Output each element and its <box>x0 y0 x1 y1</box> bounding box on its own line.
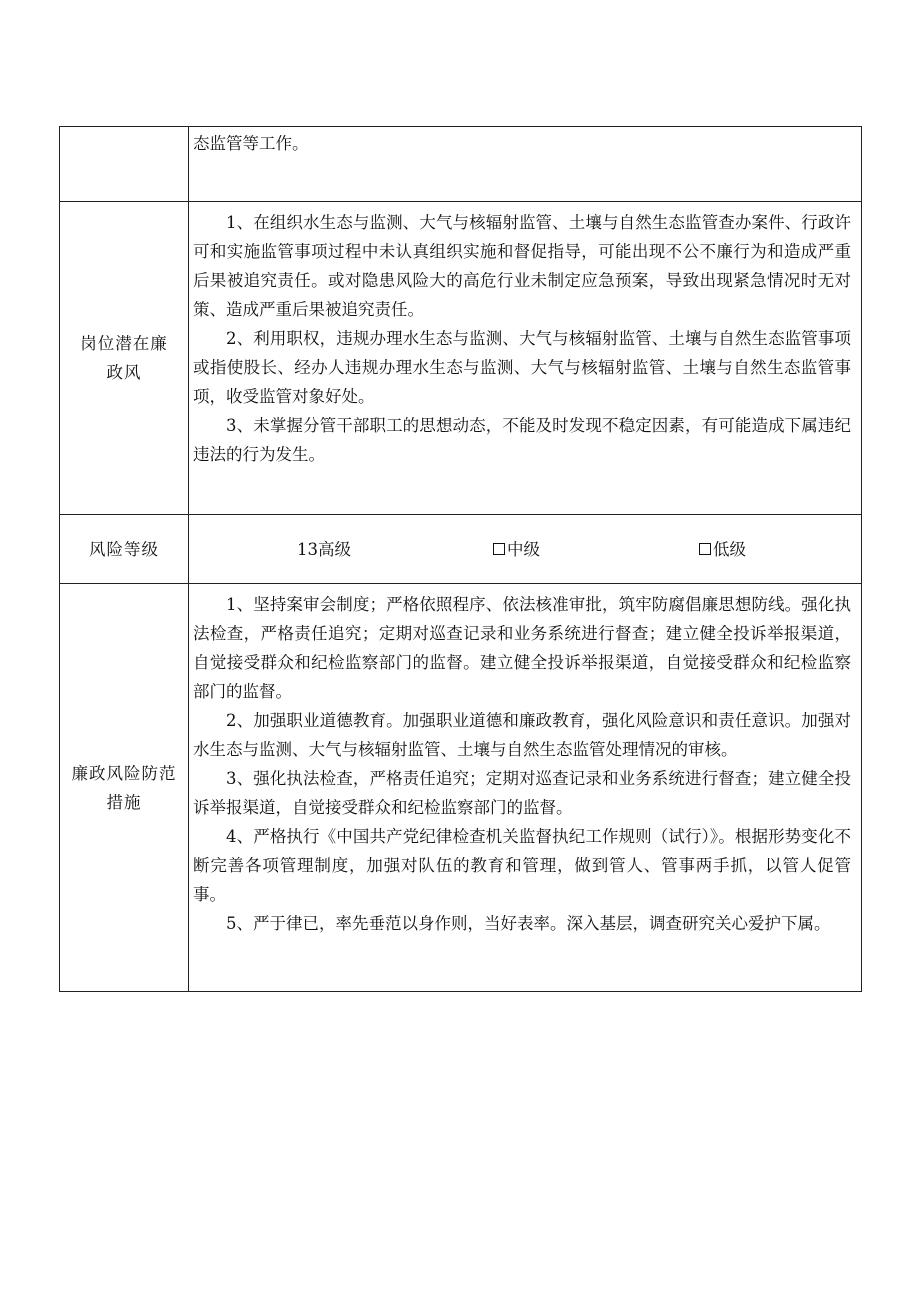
checkbox-icon <box>493 543 505 555</box>
measure-paragraph: 2、加强职业道德教育。加强职业道德和廉政教育，强化风险意识和责任意识。加强对水生态与监测、大气与核辐射监管、土壤与自然生态监管处理情况的审核。 <box>193 711 851 759</box>
checkbox-icon <box>699 543 711 555</box>
measure-paragraph: 3、强化执法检查，严格责任追究；定期对巡查记录和业务系统进行督查；建立健全投诉举报渠道，自觉接受群众和纪检监察部门的监督。 <box>193 769 851 817</box>
risk-points-label: 岗位潜在廉政风 <box>80 334 168 382</box>
measure-paragraph: 5、严于律已，率先垂范以身作则，当好表率。深入基层，调查研究关心爱护下属。 <box>226 914 831 933</box>
risk-level-low-text: 低级 <box>713 539 746 559</box>
prevention-measures-label: 廉政风险防范措施 <box>71 763 177 812</box>
risk-level-options <box>189 515 861 583</box>
table-row <box>60 515 862 584</box>
risk-level-medium <box>493 535 699 564</box>
risk-point-paragraph: 2、利用职权，违规办理水生态与监测、大气与核辐射监管、土壤与自然生态监管事项或指使股长、经办人违规办理水生态与监测、大气与核辐射监管、土壤与自然生态监管事项，收受监管对象好处。 <box>193 329 851 406</box>
row-label-prevention-measures <box>60 584 189 992</box>
table-row <box>60 202 862 515</box>
risk-level-high-text: 13高级 <box>297 539 351 559</box>
table-row <box>60 127 862 202</box>
table-row <box>60 584 862 992</box>
risk-level-medium-text: 中级 <box>507 539 540 559</box>
risk-level-cell <box>189 515 862 584</box>
row-label-risk-points <box>60 202 189 515</box>
risk-level-label: 风险等级 <box>89 539 159 559</box>
measure-paragraph: 4、严格执行《中国共产党纪律检查机关监督执纪工作规则（试行）》。根据形势变化不断完善各项管理制度，加强对队伍的教育和管理，做到管人、管事两手抓，以管人促管事。 <box>193 827 851 904</box>
risk-point-paragraph: 3、未掌握分管干部职工的思想动态，不能及时发现不稳定因素，有可能造成下属违纪违法的行为发生。 <box>193 416 851 464</box>
duties-continuation-text: 态监管等工作。 <box>193 134 309 153</box>
prevention-measures-cell <box>189 584 862 992</box>
row-label-empty <box>60 127 189 202</box>
duties-continuation-cell <box>189 127 862 202</box>
risk-level-low <box>699 535 746 564</box>
measure-paragraph: 1、坚持案审会制度；严格依照程序、依法核准审批，筑牢防腐倡廉思想防线。强化执法检查，严格责任追究；定期对巡查记录和业务系统进行督查；建立健全投诉举报渠道，自觉接受群众和纪检监察部门的监督。建立健全投诉举报渠道，自觉接受群众和纪检监察部门的监督。 <box>193 595 851 701</box>
risk-level-high <box>297 535 493 564</box>
row-label-risk-level <box>60 515 189 584</box>
risk-table <box>59 126 862 992</box>
risk-point-paragraph: 1、在组织水生态与监测、大气与核辐射监管、土壤与自然生态监管查办案件、行政许可和实施监管事项过程中未认真组织实施和督促指导，可能出现不公不廉行为和造成严重后果被追究责任。或对隐患风险大的高危行业未制定应急预案，导致出现紧急情况时无对策、造成严重后果被追究责任。 <box>193 213 851 319</box>
risk-points-cell <box>189 202 862 515</box>
